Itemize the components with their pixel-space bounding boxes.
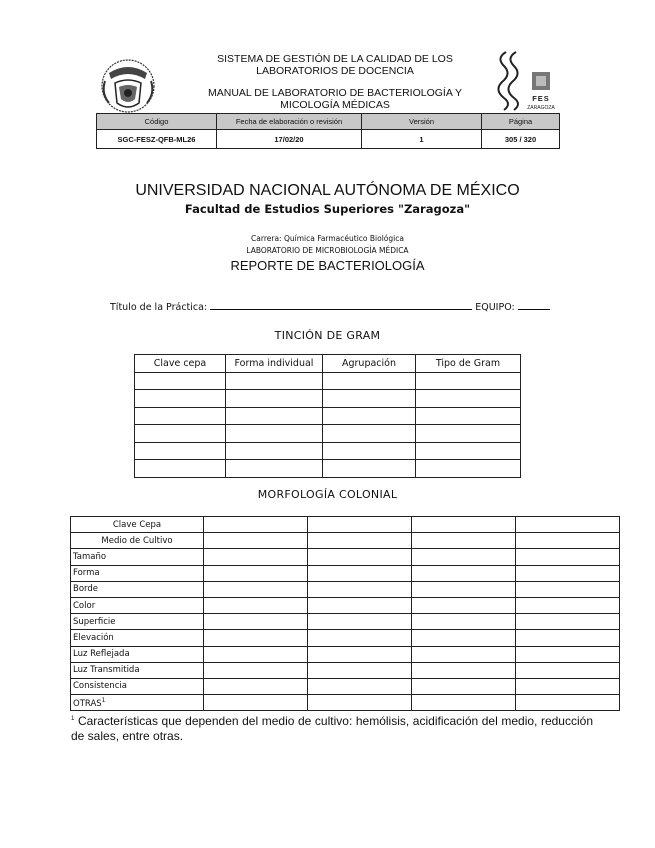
morphology-cell[interactable] [412, 533, 516, 549]
morphology-cell[interactable] [204, 581, 308, 597]
manual-title: MANUAL DE LABORATORIO DE BACTERIOLOGÍA Y MICOLOGÍA MÉDICAS [207, 87, 462, 111]
morphology-cell[interactable] [308, 646, 412, 662]
gram-cell[interactable] [135, 442, 226, 460]
table-row [71, 646, 620, 662]
table-row [71, 533, 620, 549]
gram-cell[interactable] [416, 442, 521, 460]
table-row [71, 597, 620, 613]
morphology-row-label [71, 614, 204, 630]
table-row [135, 442, 521, 460]
morphology-cell[interactable] [412, 614, 516, 630]
gram-cell[interactable] [416, 407, 521, 425]
team-field[interactable] [518, 300, 550, 310]
morphology-cell[interactable] [204, 646, 308, 662]
morphology-cell[interactable] [516, 549, 620, 565]
morphology-row-label-text: Luz Reflejada [73, 649, 130, 660]
morphology-cell[interactable] [516, 517, 620, 533]
table-row [71, 565, 620, 581]
morphology-cell[interactable] [516, 565, 620, 581]
morphology-cell[interactable] [516, 695, 620, 711]
gram-cell[interactable] [323, 442, 416, 460]
morphology-row-label-text: Elevación [73, 632, 114, 643]
morphology-cell[interactable] [516, 581, 620, 597]
morphology-row-label-text: Medio de Cultivo [101, 535, 173, 546]
table-row [71, 695, 620, 711]
practice-title-field[interactable] [210, 300, 472, 310]
morphology-row-label [71, 678, 204, 694]
footnote-text: Características que dependen del medio de cultivo: hemólisis, acidificación del medio, reducción de sales, entre otras. [71, 714, 593, 743]
gram-cell[interactable] [323, 425, 416, 443]
gram-cell[interactable] [226, 390, 323, 408]
gram-col-shape: Forma individual [226, 355, 323, 373]
gram-cell[interactable] [135, 407, 226, 425]
table-row [135, 390, 521, 408]
table-row [71, 630, 620, 646]
gram-col-grouping: Agrupación [323, 355, 416, 373]
morphology-row-label [71, 517, 204, 533]
morphology-cell[interactable] [516, 597, 620, 613]
morphology-cell[interactable] [204, 630, 308, 646]
table-row [71, 678, 620, 694]
practice-title-line [110, 300, 550, 313]
fes-logo-subtext: ZARAGOZA [527, 105, 555, 111]
morphology-cell[interactable] [412, 517, 516, 533]
morphology-row-label [71, 662, 204, 678]
morphology-cell[interactable] [412, 549, 516, 565]
morphology-row-label-text: Clave Cepa [112, 519, 162, 530]
date-value: 17/02/20 [217, 130, 362, 149]
morphology-row-label [71, 695, 204, 711]
morphology-cell[interactable] [308, 614, 412, 630]
morphology-cell[interactable] [308, 597, 412, 613]
gram-cell[interactable] [323, 407, 416, 425]
university-title: UNIVERSIDAD NACIONAL AUTÓNOMA DE MÉXICO [135, 182, 520, 199]
morphology-row-label-text: Superficie [73, 616, 116, 627]
morphology-row-label-text: Luz Transmitida [73, 665, 140, 676]
unam-seal-logo [97, 53, 159, 115]
table-row [71, 549, 620, 565]
gram-table-body [135, 372, 521, 477]
footnote-reference: 1 [101, 696, 106, 704]
morphology-cell[interactable] [308, 549, 412, 565]
gram-cell[interactable] [226, 425, 323, 443]
morphology-cell[interactable] [204, 695, 308, 711]
morphology-cell[interactable] [412, 646, 516, 662]
gram-cell[interactable] [135, 372, 226, 390]
colony-morphology-table [70, 516, 620, 711]
faculty-title: Facultad de Estudios Superiores "Zaragoza" [184, 202, 471, 216]
morphology-cell[interactable] [516, 630, 620, 646]
morphology-cell[interactable] [204, 597, 308, 613]
morphology-row-label-text: Borde [73, 584, 99, 595]
morphology-row-label [71, 646, 204, 662]
morphology-cell[interactable] [204, 565, 308, 581]
document-code-table [96, 113, 560, 149]
morphology-cell[interactable] [204, 662, 308, 678]
table-row [135, 407, 521, 425]
date-header: Fecha de elaboración o revisión [217, 114, 362, 130]
page-header: Página [482, 114, 560, 130]
table-row [71, 614, 620, 630]
morphology-cell[interactable] [204, 614, 308, 630]
version-header: Versión [362, 114, 482, 130]
gram-cell[interactable] [226, 407, 323, 425]
gram-cell[interactable] [416, 372, 521, 390]
morphology-row-label-text: Tamaño [73, 551, 107, 562]
gram-cell[interactable] [135, 390, 226, 408]
morphology-cell[interactable] [204, 549, 308, 565]
morphology-cell[interactable] [204, 517, 308, 533]
morphology-cell[interactable] [412, 662, 516, 678]
gram-cell[interactable] [226, 372, 323, 390]
code-header: Código [97, 114, 217, 130]
morphology-cell[interactable] [308, 517, 412, 533]
table-row [71, 517, 620, 533]
table-row [71, 662, 620, 678]
morphology-cell[interactable] [516, 678, 620, 694]
gram-cell[interactable] [416, 425, 521, 443]
morphology-cell[interactable] [412, 630, 516, 646]
morphology-cell[interactable] [308, 678, 412, 694]
gram-section-title: TINCIÓN DE GRAM [274, 329, 381, 342]
career-label: Carrera: Química Farmacéutico Biológica [251, 234, 404, 243]
morphology-row-label-text: Color [73, 600, 96, 611]
gram-cell[interactable] [226, 442, 323, 460]
practice-title-label: Título de la Práctica: [110, 302, 208, 313]
gram-cell[interactable] [416, 390, 521, 408]
morphology-row-label [71, 581, 204, 597]
gram-cell[interactable] [416, 460, 521, 478]
morphology-cell[interactable] [308, 565, 412, 581]
morphology-row-label [71, 597, 204, 613]
gram-stain-table [134, 354, 521, 478]
morphology-cell[interactable] [412, 678, 516, 694]
morphology-table-body [71, 517, 620, 711]
morphology-cell[interactable] [516, 614, 620, 630]
morphology-row-label-text: OTRAS [73, 698, 102, 709]
gram-cell[interactable] [135, 425, 226, 443]
morphology-cell[interactable] [308, 695, 412, 711]
gram-col-type: Tipo de Gram [416, 355, 521, 373]
table-row [71, 581, 620, 597]
laboratory-label: LABORATORIO DE MICROBIOLOGÍA MÉDICA [246, 246, 409, 255]
morphology-cell[interactable] [516, 646, 620, 662]
morphology-cell[interactable] [204, 533, 308, 549]
gram-cell[interactable] [323, 390, 416, 408]
fes-logo-text: FES [532, 94, 550, 103]
code-value: SGC-FESZ-QFB-ML26 [97, 130, 217, 149]
morphology-row-label-text: Forma [73, 568, 100, 579]
system-title: SISTEMA DE GESTIÓN DE LA CALIDAD DE LOS LABORATORIOS DE DOCENCIA [217, 53, 453, 77]
table-row [135, 372, 521, 390]
morphology-cell[interactable] [308, 581, 412, 597]
footnote [71, 712, 593, 743]
table-row [135, 425, 521, 443]
morphology-cell[interactable] [412, 597, 516, 613]
morphology-cell[interactable] [412, 581, 516, 597]
page-value: 305 / 320 [482, 130, 560, 149]
morphology-row-label [71, 630, 204, 646]
team-label: EQUIPO: [475, 302, 515, 313]
morphology-cell[interactable] [516, 533, 620, 549]
morphology-row-label [71, 533, 204, 549]
morphology-cell[interactable] [308, 662, 412, 678]
morphology-cell[interactable] [308, 533, 412, 549]
morphology-row-label-text: Consistencia [73, 681, 127, 692]
morphology-cell[interactable] [412, 695, 516, 711]
morphology-cell[interactable] [412, 565, 516, 581]
gram-cell[interactable] [323, 372, 416, 390]
morphology-cell[interactable] [308, 630, 412, 646]
report-title: REPORTE DE BACTERIOLOGÍA [230, 258, 425, 273]
gram-col-strain: Clave cepa [135, 355, 226, 373]
morphology-row-label [71, 565, 204, 581]
gram-cell[interactable] [226, 460, 323, 478]
morphology-cell[interactable] [516, 662, 620, 678]
version-value: 1 [362, 130, 482, 149]
fes-zaragoza-logo [494, 50, 562, 112]
footnote-mark: 1 [71, 716, 75, 722]
morphology-cell[interactable] [204, 678, 308, 694]
gram-cell[interactable] [135, 460, 226, 478]
morphology-row-label [71, 549, 204, 565]
gram-cell[interactable] [323, 460, 416, 478]
table-row [135, 460, 521, 478]
morphology-section-title: MORFOLOGÍA COLONIAL [257, 488, 398, 501]
